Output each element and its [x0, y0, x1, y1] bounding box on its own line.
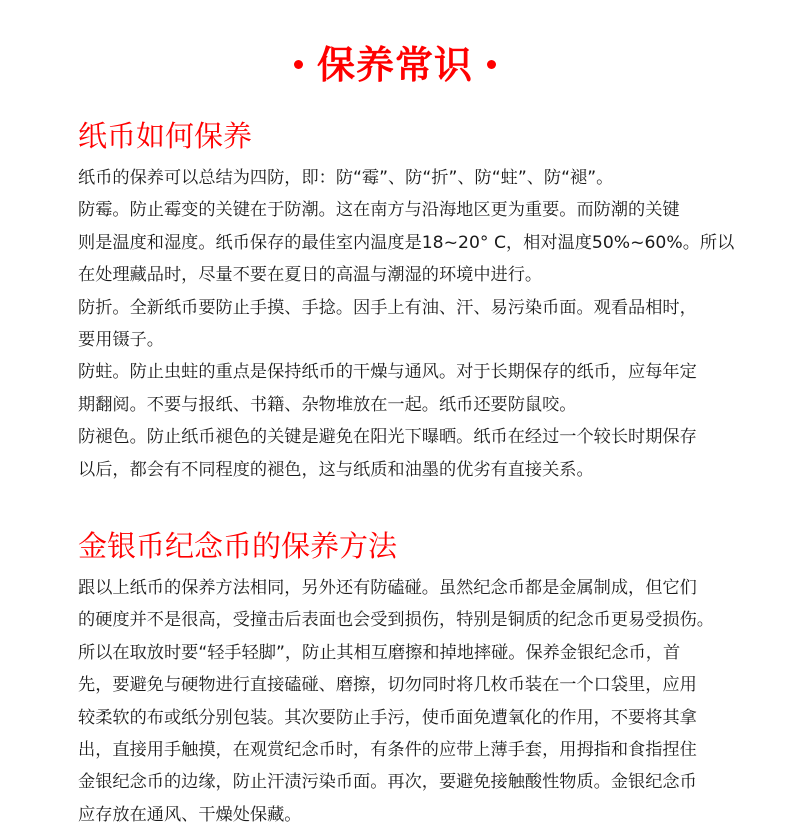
- body-line: 的硬度并不是很高，受撞击后表面也会受到损伤，特别是铜质的纪念币更易受损伤。: [78, 610, 714, 631]
- body-line: 先，要避免与硬物进行直接磕碰、磨擦，切勿同时将几枚币装在一个口袋里，应用: [78, 675, 697, 696]
- body-line: 金银纪念币的边缘，防止汗渍污染币面。再次，要避免接触酸性物质。金银纪念币: [78, 772, 697, 793]
- body-line: 较柔软的布或纸分别包装。其次要防止手污，使币面免遭氧化的作用，不要将其拿: [78, 707, 697, 728]
- page-title-text: 保养常识: [316, 43, 473, 87]
- section-heading: 金银币纪念币的保养方法: [78, 529, 398, 563]
- body-line: 防霉。防止霉变的关键在于防潮。这在南方与沿海地区更为重要。而防潮的关键: [78, 200, 680, 221]
- section-heading: 纸币如何保养: [78, 119, 253, 153]
- section-coin-care: [78, 526, 758, 831]
- section-body: [78, 162, 758, 486]
- body-line: 跟以上纸币的保养方法相同，另外还有防磕碰。虽然纪念币都是金属制成，但它们: [78, 578, 697, 598]
- bullet-dot-icon: [487, 60, 496, 69]
- section-body: [78, 572, 758, 831]
- body-line: 则是温度和湿度。纸币保存的最佳室内温度是18~20° C，相对温度50%~60%。所以: [78, 232, 735, 253]
- body-line: 在处理藏品时，尽量不要在夏日的高温与潮湿的环境中进行。: [78, 265, 543, 286]
- body-line: 出，直接用手触摸，在观赏纪念币时，有条件的应带上薄手套，用拇指和食指捏住: [78, 740, 697, 761]
- section-paper-money-care: [78, 116, 758, 486]
- page-title: [0, 42, 790, 88]
- body-line: 应存放在通风、干燥处保藏。: [78, 804, 302, 825]
- bullet-dot-icon: [294, 60, 303, 69]
- body-line: 所以在取放时要“轻手轻脚”，防止其相互磨擦和掉地摔碰。保养金银纪念币，首: [78, 642, 681, 663]
- body-line: 以后，都会有不同程度的褪色，这与纸质和油墨的优劣有直接关系。: [78, 459, 594, 480]
- body-line: 纸币的保养可以总结为四防，即：防“霉”、防“折”、防“蛀”、防“褪”。: [78, 168, 614, 188]
- body-line: 期翻阅。不要与报纸、书籍、杂物堆放在一起。纸币还要防鼠咬。: [78, 394, 577, 415]
- body-line: 防蛀。防止虫蛀的重点是保持纸币的干燥与通风。对于长期保存的纸币，应每年定: [78, 362, 697, 383]
- body-line: 要用镊子。: [78, 330, 164, 351]
- body-line: 防褪色。防止纸币褪色的关键是避免在阳光下曝晒。纸币在经过一个较长时期保存: [78, 427, 697, 448]
- body-line: 防折。全新纸币要防止手摸、手捻。因手上有油、汗、易污染币面。观看品相时，: [78, 297, 697, 318]
